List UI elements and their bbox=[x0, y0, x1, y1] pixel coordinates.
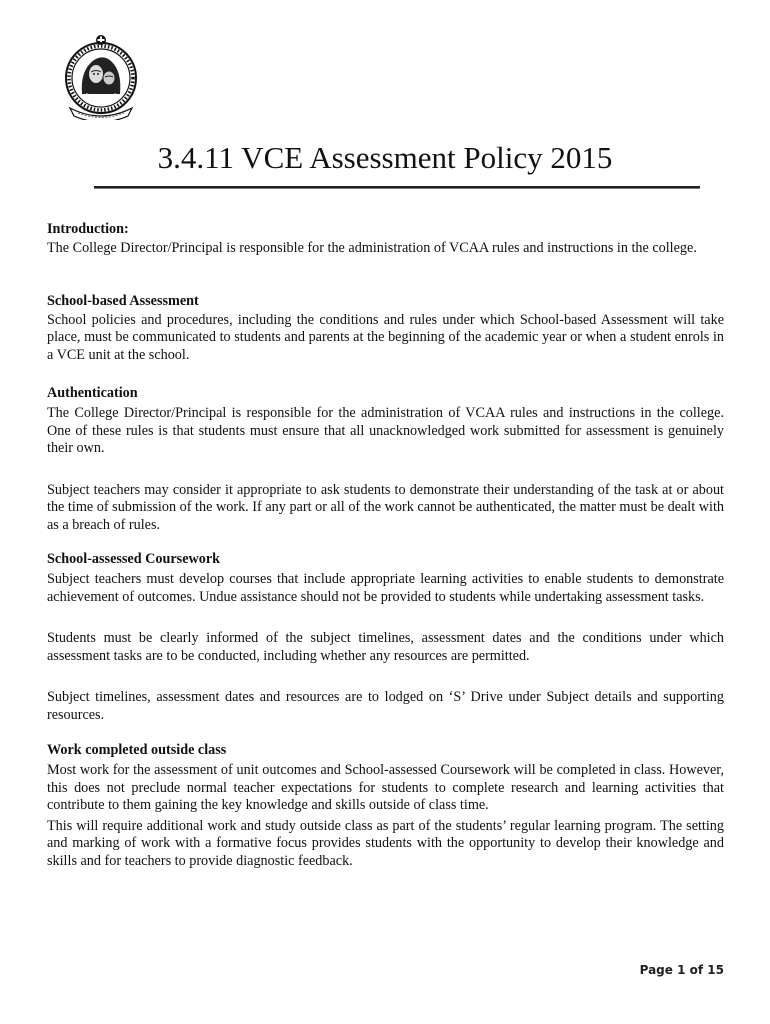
section-heading-school-assessed-coursework: School-assessed Coursework bbox=[47, 551, 221, 567]
paragraph: School policies and procedures, including the conditions and rules under which School-based Assessment will take place, must be communicated to students and parents at the beginning of the academic year or when a student enrols in a VCE unit at the school. bbox=[47, 311, 724, 363]
page-number: 1 bbox=[677, 963, 686, 977]
section-heading-authentication: Authentication bbox=[47, 385, 138, 401]
paragraph: The College Director/Principal is responsible for the administration of VCAA rules and instructions in the college. One of these rules is that students must ensure that all unacknowledged work submitted for assessment is genuinely their own. bbox=[47, 405, 724, 456]
section-heading-introduction: Introduction: bbox=[47, 221, 129, 237]
paragraph: Subject teachers may consider it appropriate to ask students to demonstrate their understanding of the task at or about the time of submission of the work. If any part or all of the work cannot be authenticated, the matter must be dealt with as a breach of rules. bbox=[47, 481, 724, 533]
paragraph: The College Director/Principal is responsible for the administration of VCAA rules and instructions in the college. bbox=[47, 240, 697, 256]
page-number-footer bbox=[640, 963, 724, 977]
paragraph: Subject timelines, assessment dates and resources are to lodged on ‘S’ Drive under Subject details and supporting resources. bbox=[47, 689, 724, 723]
section-heading-work-completed-outside-class: Work completed outside class bbox=[47, 742, 227, 758]
college-crest-icon bbox=[58, 34, 144, 120]
paragraph: This will require additional work and study outside class as part of the students’ regular learning program. The setting and marking of work with a formative focus provides students with the opportunity to develop their knowledge and skills and for teachers to provide diagnostic feedback. bbox=[47, 817, 724, 869]
page-label: Page bbox=[639, 963, 673, 977]
total-pages: 15 bbox=[707, 963, 724, 977]
document-body bbox=[47, 220, 724, 870]
paragraph: Most work for the assessment of unit outcomes and School-assessed Coursework will be completed in class. However, this does not preclude normal teacher expectations for students to complete research and learning activities that contribute to them gaining the key knowledge and skills outside of class time. bbox=[47, 762, 724, 813]
paragraph: Students must be clearly informed of the subject timelines, assessment dates and the conditions under which assessment tasks are to be conducted, including whether any resources are permitted. bbox=[47, 630, 724, 664]
of-label: of bbox=[689, 963, 704, 977]
title-underline bbox=[94, 186, 700, 189]
document-title: 3.4.11 VCE Assessment Policy 2015 bbox=[157, 140, 613, 175]
section-heading-school-based-assessment: School-based Assessment bbox=[47, 292, 199, 309]
paragraph: Subject teachers must develop courses that include appropriate learning activities to enable students to demonstrate achievement of outcomes. Undue assistance should not be provided to students while undertaking assessment tasks. bbox=[47, 571, 724, 605]
